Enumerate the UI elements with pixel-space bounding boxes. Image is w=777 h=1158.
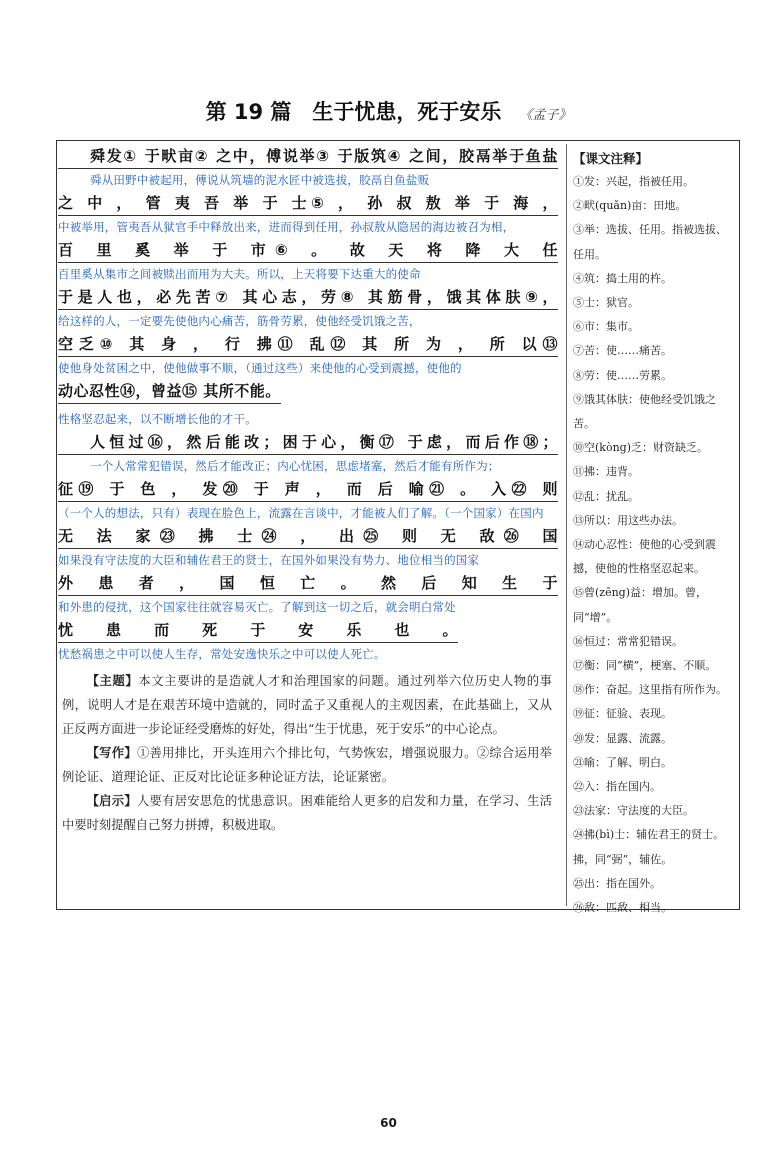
note-item: ⑮曾(zēng)益：增加。曾，同“增”。 [573,586,708,624]
translation-line: 百里奚从集市之间被赎出而用为大夫。所以，上天将要下达重大的使命 [58,267,421,281]
note-item: ⑩空(kòng)乏：财资缺乏。 [573,441,708,455]
translation-line: 和外患的侵扰，这个国家往往就容易灭亡。了解到这一切之后，就会明白常处 [58,600,456,614]
notes-panel [566,144,736,915]
note-item: ②畎(quǎn)亩：田地。 [573,199,687,213]
note-item: ⑥市：集市。 [573,320,639,334]
note-item: ⑫乱：扰乱。 [573,489,639,503]
translation-line: 舜从田野中被起用，傅说从筑墙的泥水匠中被选拔，胶鬲自鱼盐贩 [90,173,430,187]
note-item: ③举：选拔、任用。指被选拔、任用。 [573,223,727,261]
title-text: 第 19 篇 生于忧患，死于安乐 [205,100,502,124]
original-line: 之 中 ， 管 夷 吾 举 于 士⑤ ， 孙 叔 敖 举 于 海 ， [58,191,558,216]
original-line: 舜发① 于畎亩② 之中，傅说举③ 于版筑④ 之间，胶鬲举于鱼盐 [58,144,558,169]
section-text: ①善用排比，开头连用六个排比句，气势恢宏，增强说服力。②综合运用举例论证、道理论证、正反对比论证多种论证方法，论证紧密。 [62,746,552,784]
original-line: 空乏⑩ 其 身 ， 行 拂⑪ 乱⑫ 其 所 为 ， 所 以⑬ [58,332,558,357]
translation-line: 忧愁祸患之中可以使人生存，常处安逸快乐之中可以使人死亡。 [58,647,386,661]
note-item: ⑯恒过：常常犯错误。 [573,634,683,648]
section-label: 【启示】 [86,794,137,808]
note-item: ⑬所以：用这些办法。 [573,513,683,527]
author: 《孟子》 [519,108,572,123]
note-item: ⑭动心忍性：使他的心受到震撼，使他的性格坚忍起来。 [573,538,716,576]
page-number: 60 [380,1116,397,1130]
note-item: ㉒入：指在国内。 [573,780,661,794]
note-item: ⑨饿其体肤：使他经受饥饿之苦。 [573,392,716,431]
translation-line: 如果没有守法度的大臣和辅佐君王的贤士，在国外如果没有势力、地位相当的国家 [58,553,480,567]
note-item: ⑧劳：使……劳累。 [573,368,672,382]
note-item: ㉕出：指在国外。 [573,876,661,890]
note-item: ㉔拂(bì)士：辅佐君王的贤士。拂，同“弼”，辅佐。 [573,828,725,866]
translation-line: 一个人常常犯错误，然后才能改正；内心忧困，思虑堵塞，然后才能有所作为； [90,459,500,473]
translation-line: 性格坚忍起来，以不断增长他的才干。 [58,412,257,426]
note-item: ㉑喻：了解、明白。 [573,755,672,769]
note-item: ㉓法家：守法度的大臣。 [573,804,694,818]
original-line: 忧 患 而 死 于 安 乐 也 。 [58,618,458,643]
original-line: 无 法 家㉓ 拂 士㉔ ， 出㉕ 则 无 敌㉖ 国 [58,524,558,549]
translation-line: 给这样的人，一定要先使他内心痛苦，筋骨劳累，使他经受饥饿之苦， [58,314,421,328]
note-item: ①发：兴起，指被任用。 [573,175,694,188]
note-item: ⑳发：显露、流露。 [573,731,672,745]
original-line: 百 里 奚 举 于 市⑥ 。 故 天 将 降 大 任 [58,238,558,263]
note-item: ④筑：捣土用的杵。 [573,271,672,285]
section-insight [62,789,552,837]
note-item: ⑪拂：违背。 [573,465,639,479]
section-label: 【主题】 [86,674,139,688]
translation-line: 中被举用，管夷吾从狱官手中释放出来，进而得到任用，孙叔敖从隐居的海边被召为相， [58,220,515,234]
original-line: 人恒过⑯，然后能改；困于心，衡⑰ 于虑，而后作⑱； [58,430,558,455]
note-item: ㉖敌：匹敌、相当。 [573,901,672,915]
section-label: 【写作】 [86,746,137,760]
note-item: ⑦苦：使……痛苦。 [573,344,672,358]
original-line: 动心忍性⑭，曾益⑮ 其所不能。 [58,379,281,404]
note-item: ⑰衡：同“横”，梗塞、不顺。 [573,659,717,673]
main-text [58,144,558,837]
section-text: 人要有居安思危的忧患意识。困难能给人更多的启发和力量，在学习、生活中要时刻提醒自己努力拼搏，积极进取。 [62,794,552,832]
original-line: 外 患 者 ， 国 恒 亡 。 然 后 知 生 于 [58,571,558,596]
original-line: 征⑲ 于 色 ， 发⑳ 于 声 ， 而 后 喻㉑ 。 入㉒ 则 [58,477,558,502]
translation-line: （一个人的想法，只有）表现在脸色上，流露在言谈中，才能被人们了解。（一个国家）在国内 [58,506,544,520]
page-title [0,96,777,126]
section-writing [62,741,552,789]
note-item: ⑱作：奋起。这里指有所作为。 [573,683,727,697]
notes-heading: 【课文注释】 [573,151,649,166]
section-theme [62,669,552,741]
original-line: 于是人也，必先苦⑦ 其心志，劳⑧ 其筋骨，饿其体肤⑨， [58,285,558,310]
note-item: ⑲征：征验、表现。 [573,707,672,721]
note-item: ⑤士：狱官。 [573,296,639,310]
translation-line: 使他身处贫困之中，使他做事不顺，（通过这些）来使他的心受到震撼，使他的 [58,361,462,375]
section-text: 本文主要讲的是造就人才和治理国家的问题。通过列举六位历史人物的事例，说明人才是在艰苦环境中造就的，同时孟子又重视人的主观因素，在此基础上，又从正反两方面进一步论证经受磨炼的好处，得出“生于忧患，死于安乐”的中心论点。 [62,674,552,736]
